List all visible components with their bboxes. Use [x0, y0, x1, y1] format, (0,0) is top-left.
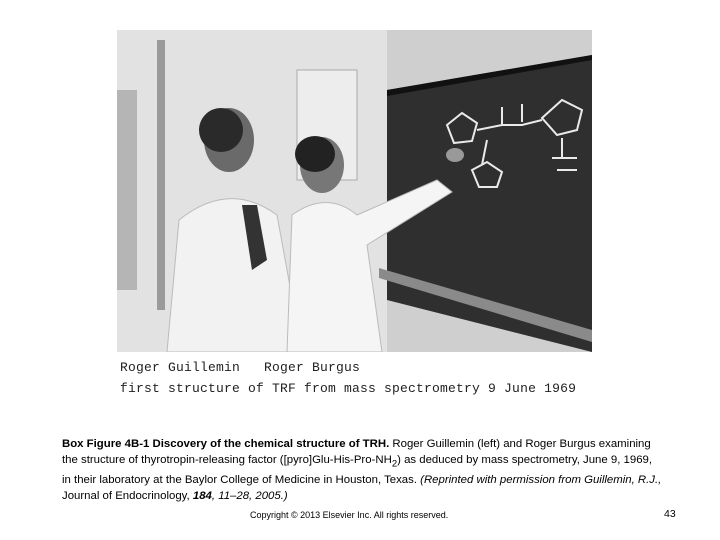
- caption-volume: 184: [189, 490, 212, 503]
- caption-journal: Journal of Endocrinology,: [62, 490, 190, 503]
- caption-title: Box Figure 4B-1 Discovery of the chemical structure of TRH.: [62, 438, 390, 450]
- caption-reprint-2: , 11–28, 2005.): [211, 490, 288, 503]
- photo-illustration: [117, 30, 592, 352]
- copyright-footer: Copyright © 2013 Elsevier Inc. All rights reserved.: [250, 510, 449, 520]
- caption-text-1: Roger Guillemin (left) and Roger Burgus examining the structure of thyrotropin-releasing factor ([pyro]Glu-His-Pro-NH: [62, 438, 651, 466]
- photo-caption-structure: first structure of TRF from mass spectrometry 9 June 1969: [120, 381, 577, 396]
- historical-photo: [117, 30, 592, 352]
- photo-caption-names: Roger Guillemin Roger Burgus: [120, 360, 361, 375]
- figure-caption: [62, 436, 662, 504]
- caption-reprint-1: (Reprinted with permission from Guillemin, R.J.,: [417, 474, 662, 487]
- page-number: 43: [664, 508, 676, 520]
- caption-subscript: 2: [391, 458, 398, 470]
- caption-text-2: ) as deduced by mass spectrometry, June 9, 1969, in their laboratory at the Baylor College of Medicine in Houston, Texas.: [62, 454, 653, 487]
